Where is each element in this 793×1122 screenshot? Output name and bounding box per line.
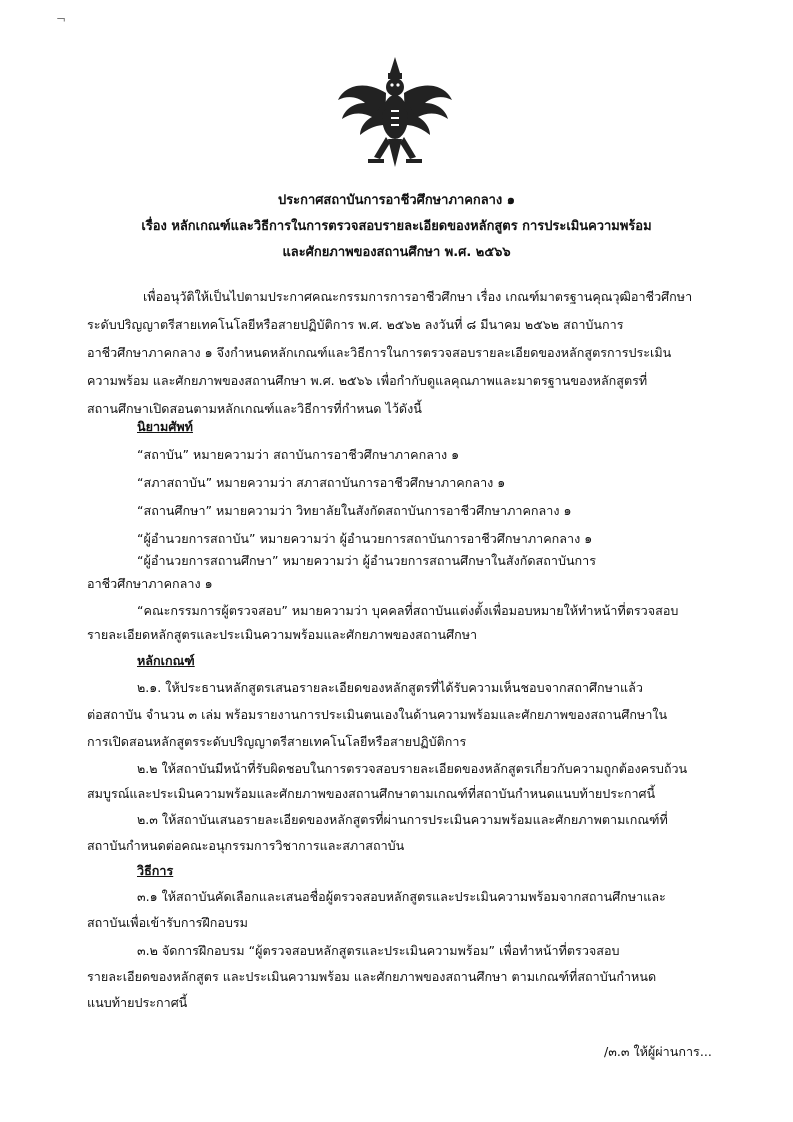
corner-mark: ¬ xyxy=(56,12,67,26)
definition-line: “สถาบัน” หมายความว่า สถาบันการอาชีวศึกษาภาคกลาง ๑ xyxy=(137,447,460,462)
methods-line: รายละเอียดของหลักสูตร และประเมินความพร้อม และศักยภาพของสถานศึกษา ตามเกณฑ์ที่สถาบันกำหนด xyxy=(87,969,657,984)
definition-line: “สถานศึกษา” หมายความว่า วิทยาลัยในสังกัดสถาบันการอาชีวศึกษาภาคกลาง ๑ xyxy=(137,503,572,518)
definition-line: “สภาสถาบัน” หมายความว่า สภาสถาบันการอาชีวศึกษาภาคกลาง ๑ xyxy=(137,475,506,490)
methods-line: ๓.๑ ให้สถาบันคัดเลือกและเสนอชื่อผู้ตรวจสอบหลักสูตรและประเมินความพร้อมจากสถานศึกษาและ xyxy=(137,889,666,904)
paragraph-line: สถานศึกษาเปิดสอนตามหลักเกณฑ์และวิธีการที่กำหนด ไว้ดังนี้ xyxy=(87,401,422,416)
garuda-emblem-icon xyxy=(330,55,460,175)
paragraph-line: ระดับปริญญาตรีสายเทคโนโลยีหรือสายปฏิบัติการ พ.ศ. ๒๕๖๒ ลงวันที่ ๘ มีนาคม ๒๕๖๒ สถาบันการ xyxy=(87,317,624,332)
methods-line: แนบท้ายประกาศนี้ xyxy=(87,995,188,1010)
criteria-line: ๒.๓ ให้สถาบันเสนอรายละเอียดของหลักสูตรที่ผ่านการประเมินความพร้อมและศักยภาพตามเกณฑ์ที่ xyxy=(137,812,668,827)
definition-line: “ผู้อำนวยการสถานศึกษา” หมายความว่า ผู้อำนวยการสถานศึกษาในสังกัดสถาบันการ xyxy=(137,553,597,568)
paragraph-line: เพื่ออนุวัติให้เป็นไปตามประกาศคณะกรรมการการอาชีวศึกษา เรื่อง เกณฑ์มาตรฐานคุณวุฒิอาชีวศึกษา xyxy=(143,289,693,304)
methods-line: ๓.๒ จัดการฝึกอบรม “ผู้ตรวจสอบหลักสูตรและประเมินความพร้อม” เพื่อทำหน้าที่ตรวจสอบ xyxy=(137,943,620,958)
announcement-title: ประกาศสถาบันการอาชีวศึกษาภาคกลาง ๑ xyxy=(278,193,515,208)
announcement-subject-cont: และศักยภาพของสถานศึกษา พ.ศ. ๒๕๖๖ xyxy=(282,245,511,260)
announcement-subject: เรื่อง หลักเกณฑ์และวิธีการในการตรวจสอบรายละเอียดของหลักสูตร การประเมินความพร้อม xyxy=(141,219,652,234)
criteria-heading: หลักเกณฑ์ xyxy=(137,653,195,668)
methods-line: สถาบันเพื่อเข้ารับการฝึกอบรม xyxy=(87,915,248,930)
criteria-line: ต่อสถาบัน จำนวน ๓ เล่ม พร้อมรายงานการประเมินตนเองในด้านความพร้อมและศักยภาพของสถานศึกษาใน xyxy=(87,707,668,722)
methods-heading: วิธีการ xyxy=(137,863,174,878)
criteria-line: ๒.๑. ให้ประธานหลักสูตรเสนอรายละเอียดของหลักสูตรที่ได้รับความเห็นชอบจากสถาศึกษาแล้ว xyxy=(137,680,643,695)
criteria-line: สมบูรณ์และประเมินความพร้อมและศักยภาพของสถานศึกษาตามเกณฑ์ที่สถาบันกำหนดแนบท้ายประกาศนี้ xyxy=(87,786,656,801)
criteria-line: การเปิดสอนหลักสูตรระดับปริญญาตรีสายเทคโนโลยีหรือสายปฏิบัติการ xyxy=(87,734,467,749)
definition-line: รายละเอียดหลักสูตรและประเมินความพร้อมและศักยภาพของสถานศึกษา xyxy=(87,627,478,642)
definition-line: อาชีวศึกษาภาคกลาง ๑ xyxy=(87,576,213,591)
criteria-line: สถาบันกำหนดต่อคณะอนุกรรมการวิชาการและสภาสถาบัน xyxy=(87,838,405,853)
paragraph-line: ความพร้อม และศักยภาพของสถานศึกษา พ.ศ. ๒๕๖๖ เพื่อกำกับดูแลคุณภาพและมาตรฐานของหลักสูตรที่ xyxy=(87,373,648,388)
definitions-heading: นิยามศัพท์ xyxy=(137,419,193,434)
definition-line: “คณะกรรมการผู้ตรวจสอบ” หมายความว่า บุคคลที่สถาบันแต่งตั้งเพื่อมอบหมายให้ทำหน้าที่ตรวจสอบ xyxy=(137,603,679,618)
paragraph-line: อาชีวศึกษาภาคกลาง ๑ จึงกำหนดหลักเกณฑ์และวิธีการในการตรวจสอบรายละเอียดของหลักสูตรการประเมิน xyxy=(87,345,672,360)
continuation-note: /๓.๓ ให้ผู้ผ่านการ... xyxy=(604,1044,712,1059)
definition-line: “ผู้อำนวยการสถาบัน” หมายความว่า ผู้อำนวยการสถาบันการอาชีวศึกษาภาคกลาง ๑ xyxy=(137,531,593,546)
criteria-line: ๒.๒ ให้สถาบันมีหน้าที่รับผิดชอบในการตรวจสอบรายละเอียดของหลักสูตรเกี่ยวกับความถูกต้องครบถ้วน xyxy=(137,761,688,776)
